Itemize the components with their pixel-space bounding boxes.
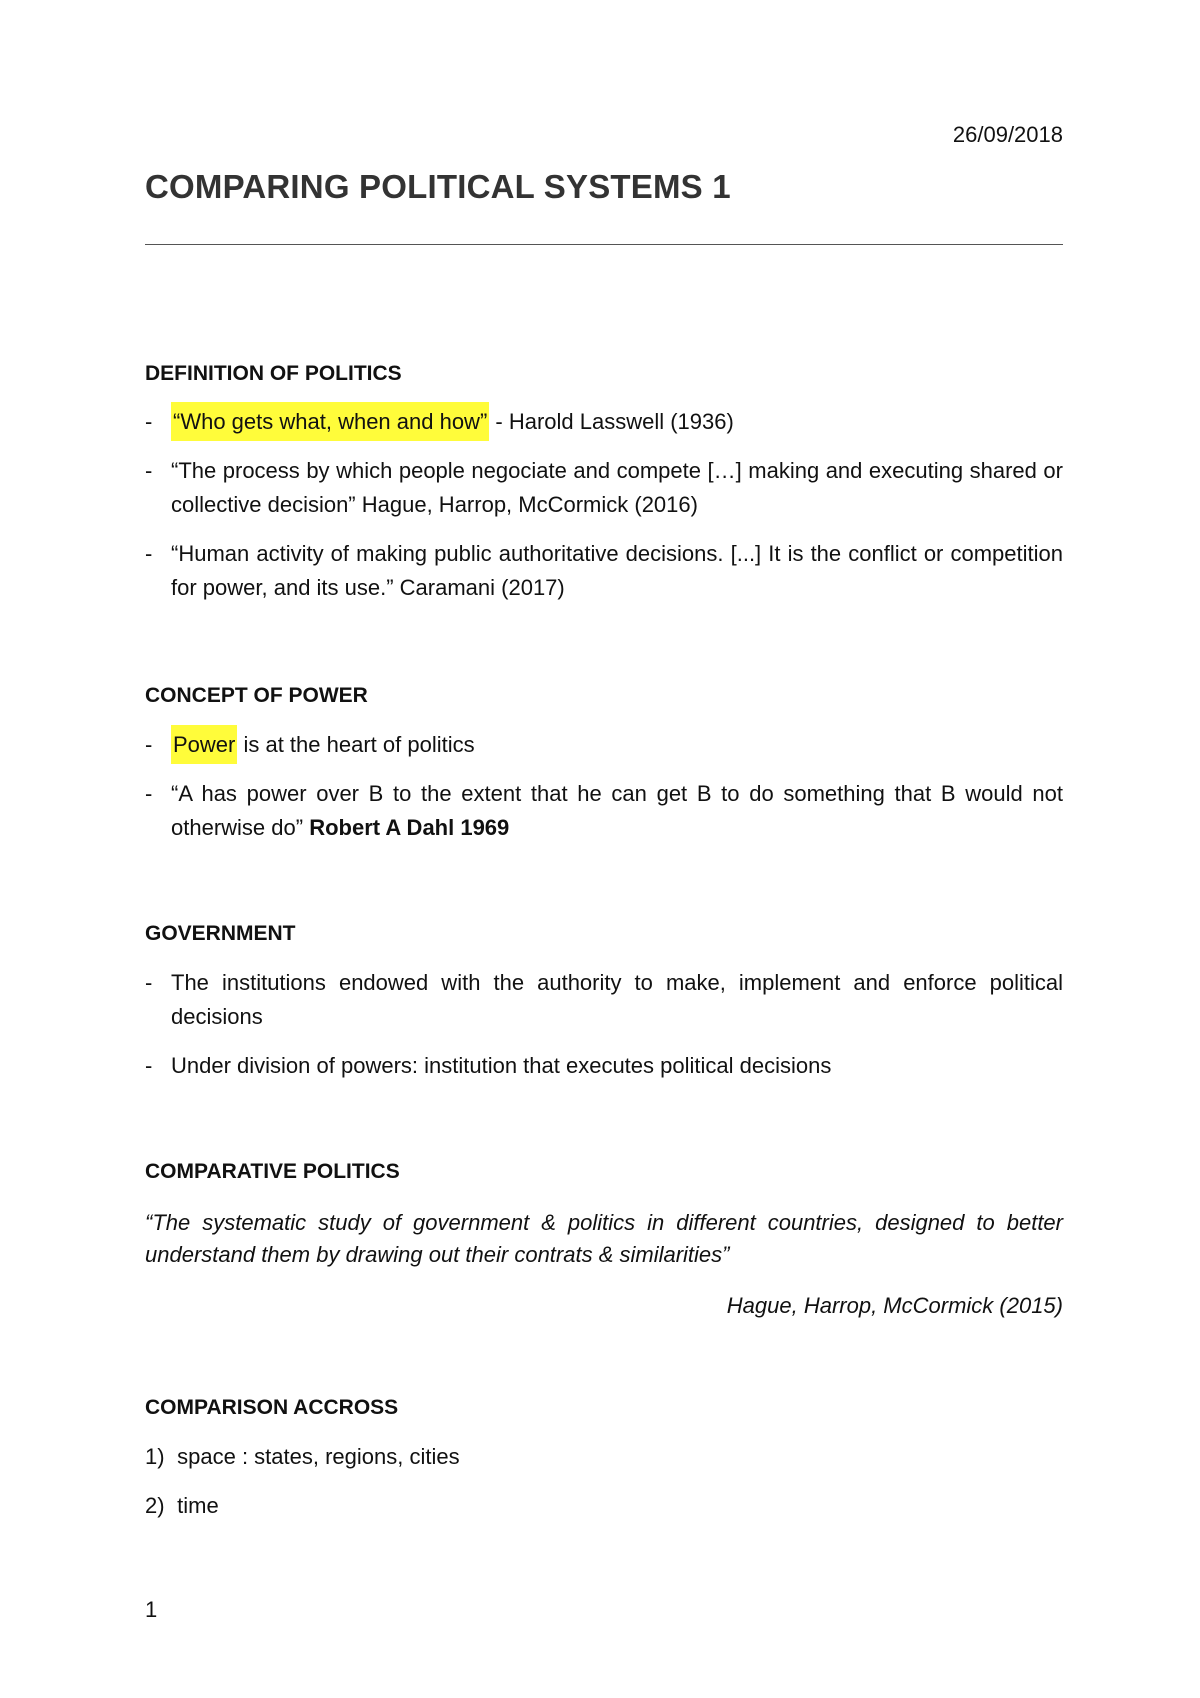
bullet-dash: - (145, 458, 153, 483)
comparative-politics-quote: “The systematic study of government & politics in different countries, designed to better understand them by drawing out their contrats & similarities” (145, 1210, 1063, 1267)
government-list (145, 966, 1063, 1083)
bullet-dash: - (145, 1053, 153, 1078)
comparison-list (145, 1440, 1063, 1523)
bullet-dash: - (145, 732, 153, 757)
quote-source: Hague, Harrop, McCormick (2015) (726, 1293, 1063, 1318)
item-text: time (177, 1493, 219, 1518)
list-item (145, 728, 1063, 762)
section-heading-government: GOVERNMENT (145, 922, 296, 945)
list-item (145, 454, 1063, 522)
bullet-dash: - (145, 781, 153, 806)
list-item (145, 405, 1063, 439)
item-number: 2) (145, 1493, 165, 1518)
section-heading-comparison: COMPARISON ACCROSS (145, 1396, 399, 1419)
document-date: 26/09/2018 (952, 122, 1063, 147)
author-citation: Robert A Dahl 1969 (309, 815, 510, 840)
bullet-dash: - (145, 541, 153, 566)
list-item (145, 1489, 1063, 1523)
item-text: - Harold Lasswell (1936) (489, 409, 734, 434)
item-text: “The process by which people negociate and compete […] making and executing shared or collective decision” Hague, Harrop, McCormick (2016) (171, 458, 1063, 517)
page-number: 1 (145, 1597, 158, 1622)
list-item (145, 966, 1063, 1034)
list-item (145, 1440, 1063, 1474)
politics-definition-list (145, 405, 1063, 605)
title-divider (145, 244, 1063, 245)
item-text: “A has power over B to the extent that he can get B to do something that B would not otherwise do” (171, 781, 1063, 840)
bullet-dash: - (145, 970, 153, 995)
item-text: Under division of powers: institution that executes political decisions (171, 1053, 832, 1078)
list-item (145, 1049, 1063, 1083)
document-title: COMPARING POLITICAL SYSTEMS 1 (145, 168, 731, 205)
item-number: 1) (145, 1444, 165, 1469)
item-text: is at the heart of politics (237, 732, 475, 757)
power-concept-list (145, 728, 1063, 845)
item-text: “Human activity of making public authoritative decisions. [...] It is the conflict or competition for power, and its use.” Caramani (2017) (171, 541, 1063, 600)
list-item (145, 777, 1063, 845)
item-text: The institutions endowed with the authority to make, implement and enforce political decisions (171, 970, 1063, 1029)
section-heading-comparative: COMPARATIVE POLITICS (145, 1160, 400, 1183)
item-text: space : states, regions, cities (177, 1444, 460, 1469)
section-heading-politics: DEFINITION OF POLITICS (145, 362, 402, 385)
highlighted-term: Power (171, 725, 237, 764)
bullet-dash: - (145, 409, 153, 434)
highlighted-quote: “Who gets what, when and how” (171, 402, 489, 441)
section-heading-power: CONCEPT OF POWER (145, 684, 368, 707)
list-item (145, 537, 1063, 605)
